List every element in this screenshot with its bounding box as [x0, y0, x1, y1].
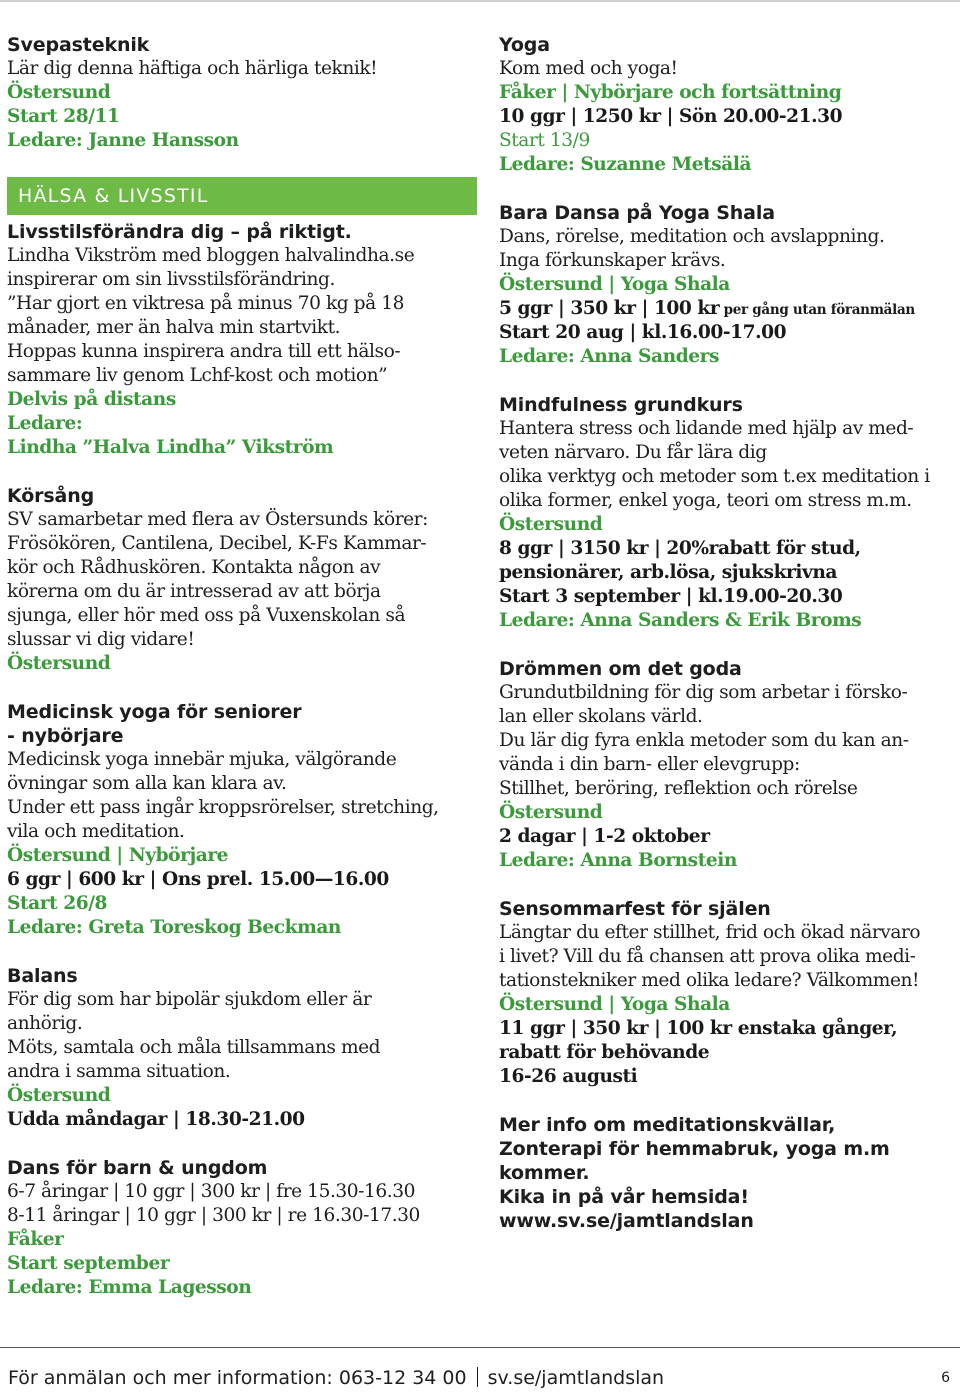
- course-price: 8 ggr | 3150 kr | 20%rabatt för stud,: [499, 538, 861, 559]
- course-description: Längtar du efter stillhet, frid och ökad närvaro: [499, 922, 921, 943]
- course-balans: [7, 964, 477, 1132]
- course-schedule: 16-26 augusti: [499, 1066, 638, 1087]
- course-description: Kom med och yoga!: [499, 58, 678, 79]
- top-rule: [0, 0, 960, 2]
- course-location: Östersund: [7, 1085, 111, 1106]
- course-location: Östersund: [499, 514, 603, 535]
- course-leader-label: Ledare:: [7, 413, 83, 434]
- course-description: körerna om du är intresserad av att börja: [7, 581, 381, 602]
- course-location: Östersund: [499, 802, 603, 823]
- course-location: Fåker: [7, 1229, 64, 1250]
- course-start: Start 13/9: [499, 130, 590, 151]
- footer-separator: [477, 1367, 478, 1387]
- course-start: Start september: [7, 1253, 170, 1274]
- course-location: Östersund | Yoga Shala: [499, 994, 730, 1015]
- course-description: övningar som alla kan klara av.: [7, 773, 287, 794]
- course-description: inspirerar om sin livsstilsförändring.: [7, 269, 335, 290]
- course-title: Medicinsk yoga för seniorer: [7, 701, 302, 723]
- course-description: För dig som har bipolär sjukdom eller är: [7, 989, 372, 1010]
- course-description: Medicinsk yoga innebär mjuka, välgörande: [7, 749, 397, 770]
- course-description: Grundutbildning för dig som arbetar i försko-: [499, 682, 908, 703]
- course-price: rabatt för behövande: [499, 1042, 710, 1063]
- more-info: [499, 1113, 960, 1233]
- course-schedule: 8-11 åringar | 10 ggr | 300 kr | re 16.30-17.30: [7, 1205, 420, 1226]
- course-description: Dans, rörelse, meditation och avslappning.: [499, 226, 885, 247]
- course-start: Start 28/11: [7, 106, 120, 127]
- course-description: slussar vi dig vidare!: [7, 629, 195, 650]
- course-description: Möts, samtala och måla tillsammans med: [7, 1037, 381, 1058]
- course-leader: Ledare: Janne Hansson: [7, 130, 239, 151]
- course-description: månader, mer än halva min startvikt.: [7, 317, 341, 338]
- course-schedule: Start 20 aug | kl.16.00-17.00: [499, 322, 787, 343]
- course-description: i livet? Vill du få chansen att prova olika medi-: [499, 946, 916, 967]
- course-location: Östersund: [7, 82, 111, 103]
- course-yoga: [499, 33, 960, 177]
- course-location: Fåker | Nybörjare och fortsättning: [499, 82, 842, 103]
- course-korsang: [7, 484, 477, 676]
- more-info-text: Zonterapi för hemmabruk, yoga m.m: [499, 1138, 890, 1160]
- category-banner: HÄLSA & LIVSSTIL: [7, 177, 477, 215]
- course-description: andra i samma situation.: [7, 1061, 231, 1082]
- course-description: Hantera stress och lidande med hjälp av med-: [499, 418, 914, 439]
- course-leader: Ledare: Anna Sanders & Erik Broms: [499, 610, 862, 631]
- course-dans-barn: [7, 1156, 477, 1300]
- left-column: [7, 33, 477, 1300]
- course-description: Inga förkunskaper krävs.: [499, 250, 726, 271]
- course-description: ”Har gjort en viktresa på minus 70 kg på 18: [7, 293, 404, 314]
- course-description: vända i din barn- eller elevgrupp:: [499, 754, 800, 775]
- course-leader: Lindha ”Halva Lindha” Vikström: [7, 437, 334, 458]
- course-title: Drömmen om det goda: [499, 658, 742, 680]
- course-title: Svepasteknik: [7, 34, 150, 56]
- footer-url[interactable]: sv.se/jamtlandslan: [487, 1367, 665, 1389]
- course-mindfulness: [499, 393, 960, 633]
- course-description: tationstekniker med olika ledare? Välkommen!: [499, 970, 920, 991]
- course-location: Delvis på distans: [7, 389, 176, 410]
- footer-rule: [0, 1347, 960, 1348]
- course-medicinsk-yoga: [7, 700, 477, 940]
- course-schedule: 6 ggr | 600 kr | Ons prel. 15.00—16.00: [7, 869, 389, 890]
- course-description: Under ett pass ingår kroppsrörelser, stretching,: [7, 797, 439, 818]
- course-title: Dans för barn & ungdom: [7, 1157, 268, 1179]
- course-title: Mindfulness grundkurs: [499, 394, 743, 416]
- course-description: kör och Rådhuskören. Kontakta någon av: [7, 557, 381, 578]
- course-description: sammare liv genom Lchf-kost och motion”: [7, 365, 388, 386]
- course-description: olika verktyg och metoder som t.ex meditation i: [499, 466, 930, 487]
- course-leader: Ledare: Anna Sanders: [499, 346, 719, 367]
- course-description: Stillhet, beröring, reflektion och rörelse: [499, 778, 858, 799]
- course-price: [499, 297, 960, 321]
- course-title: Balans: [7, 965, 78, 987]
- course-price-note: per gång utan föranmälan: [719, 302, 915, 318]
- website-link[interactable]: www.sv.se/jamtlandslan: [499, 1210, 754, 1232]
- course-description: Hoppas kunna inspirera andra till ett hälso-: [7, 341, 401, 362]
- course-title: Livsstilsförändra dig – på riktigt.: [7, 221, 352, 243]
- course-schedule: 6-7 åringar | 10 ggr | 300 kr | fre 15.30-16.30: [7, 1181, 415, 1202]
- course-location: Östersund | Nybörjare: [7, 845, 229, 866]
- course-livsstil: [7, 220, 477, 460]
- course-leader: Ledare: Suzanne Metsälä: [499, 154, 752, 175]
- course-schedule: 2 dagar | 1-2 oktober: [499, 826, 710, 847]
- course-description: olika former, enkel yoga, teori om stress m.m.: [499, 490, 912, 511]
- course-drommen: [499, 657, 960, 873]
- right-column: [499, 33, 960, 1233]
- course-description: vila och meditation.: [7, 821, 185, 842]
- course-start: Start 26/8: [7, 893, 108, 914]
- course-description: lan eller skolans värld.: [499, 706, 703, 727]
- footer: [8, 1364, 948, 1392]
- footer-contact: För anmälan och mer information: 063-12 34 00: [8, 1367, 467, 1389]
- course-price: 11 ggr | 350 kr | 100 kr enstaka gånger,: [499, 1018, 898, 1039]
- course-description: SV samarbetar med flera av Östersunds körer:: [7, 509, 428, 530]
- course-price: pensionärer, arb.lösa, sjukskrivna: [499, 562, 837, 583]
- course-title: Bara Dansa på Yoga Shala: [499, 202, 775, 224]
- course-description: Lindha Vikström med bloggen halvalindha.se: [7, 245, 415, 266]
- course-title: Sensommarfest för själen: [499, 898, 771, 920]
- course-description: Du lär dig fyra enkla metoder som du kan an-: [499, 730, 909, 751]
- course-location: Östersund | Yoga Shala: [499, 274, 730, 295]
- course-schedule: Udda måndagar | 18.30-21.00: [7, 1109, 305, 1130]
- more-info-text: kommer.: [499, 1162, 590, 1184]
- course-description: veten närvaro. Du får lära dig: [499, 442, 767, 463]
- course-leader: Ledare: Greta Toreskog Beckman: [7, 917, 341, 938]
- course-sensommarfest: [499, 897, 960, 1089]
- course-subtitle: - nybörjare: [7, 725, 124, 747]
- course-title: Körsång: [7, 485, 95, 507]
- course-svepasteknik: [7, 33, 477, 153]
- course-description: Frösökören, Cantilena, Decibel, K-Fs Kammar-: [7, 533, 427, 554]
- page-number: 6: [941, 1370, 950, 1386]
- course-leader: Ledare: Anna Bornstein: [499, 850, 737, 871]
- course-leader: Ledare: Emma Lagesson: [7, 1277, 252, 1298]
- course-location: Östersund: [7, 653, 111, 674]
- course-title: Yoga: [499, 34, 550, 56]
- course-description: sjunga, eller hör med oss på Vuxenskolan så: [7, 605, 406, 626]
- course-bara-dansa: [499, 201, 960, 369]
- course-schedule: Start 3 september | kl.19.00-20.30: [499, 586, 843, 607]
- course-description: Lär dig denna häftiga och härliga teknik!: [7, 58, 378, 79]
- course-description: anhörig.: [7, 1013, 83, 1034]
- more-info-text: Kika in på vår hemsida!: [499, 1186, 749, 1208]
- more-info-text: Mer info om meditationskvällar,: [499, 1114, 836, 1136]
- course-schedule: 10 ggr | 1250 kr | Sön 20.00-21.30: [499, 106, 843, 127]
- course-price-main: 5 ggr | 350 kr | 100 kr: [499, 298, 720, 319]
